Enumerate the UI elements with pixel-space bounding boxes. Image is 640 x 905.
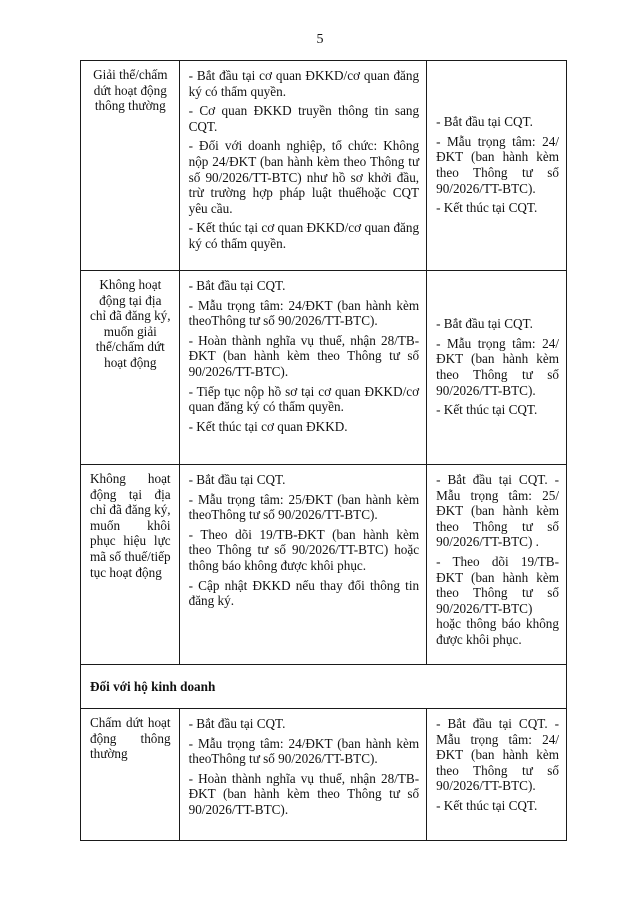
procedure-step: - Mẫu trọng tâm: 25/ĐKT (ban hành kèm theoThông tư số 90/2026/TT-BTC). — [188, 491, 420, 523]
case-cell — [81, 61, 180, 271]
case-label: Không hoạt động tại địa chỉ đã đăng ký, muốn giải thể/chấm dứt hoạt động — [90, 277, 171, 370]
section-heading: Đối với hộ kinh doanh — [90, 679, 216, 695]
procedure-step: - Bắt đầu tại CQT. — [188, 716, 286, 731]
table-row — [81, 709, 567, 841]
tax-procedure-cell — [427, 271, 567, 465]
tax-step: - Kết thúc tại CQT. — [436, 797, 538, 813]
procedure-step: - Mẫu trọng tâm: 24/ĐKT (ban hành kèm theoThông tư số 90/2026/TT-BTC). — [188, 297, 420, 329]
procedure-table — [80, 60, 567, 841]
procedure-step: - Bắt đầu tại cơ quan ĐKKD/cơ quan đăng ký có thẩm quyền. — [188, 68, 420, 99]
table-row — [81, 61, 567, 271]
tax-step: - Bắt đầu tại CQT. - Mẫu trọng tâm: 24/ĐKT (ban hành kèm theo Thông tư số 90/2026/TT-BTC). — [436, 716, 559, 794]
tax-step: - Kết thúc tại CQT. — [436, 402, 538, 418]
procedure-step: - Kết thúc tại cơ quan ĐKKD. — [188, 418, 348, 434]
tax-procedure-cell — [427, 61, 567, 271]
tax-step: - Bắt đầu tại CQT. — [436, 114, 533, 130]
procedure-step: - Cập nhật ĐKKD nếu thay đổi thông tin đăng ký. — [188, 577, 420, 609]
procedure-step: - Kết thúc tại cơ quan ĐKKD/cơ quan đăng ký có thẩm quyền. — [188, 220, 420, 251]
procedure-step: - Bắt đầu tại CQT. — [188, 278, 286, 293]
tax-step: - Bắt đầu tại CQT. - Mẫu trọng tâm: 25/ĐKT (ban hành kèm theo Thông tư số 90/2026/TT-BTC) . — [436, 472, 559, 550]
procedure-cell — [179, 709, 427, 841]
case-label: Không hoạt động tại địa chỉ đã đăng ký, muốn khôi phục hiệu lực mã số thuế/tiếp tục hoạt động — [90, 471, 171, 580]
page-number: 5 — [316, 32, 324, 47]
procedure-step: - Đối với doanh nghiệp, tổ chức: Không nộp 24/ĐKT (ban hành kèm theo Thông tư số 90/2026/TT-BTC) như hồ sơ khởi đầu, trừ trường hợp pháp luật thuếhoặc CQT yêu cầu. — [188, 138, 420, 216]
procedure-step: - Mẫu trọng tâm: 24/ĐKT (ban hành kèm theoThông tư số 90/2026/TT-BTC). — [188, 735, 420, 767]
table-row — [81, 465, 567, 665]
tax-step: - Kết thúc tại CQT. — [436, 200, 538, 216]
procedure-step: - Bắt đầu tại CQT. — [188, 472, 286, 487]
procedure-cell — [179, 465, 427, 665]
procedure-step: - Hoàn thành nghĩa vụ thuế, nhận 28/TB-ĐKT (ban hành kèm theo Thông tư số 90/2026/TT-BTC). — [188, 332, 420, 379]
case-label: Chấm dứt hoạt động thông thường — [90, 715, 171, 762]
tax-procedure-cell — [427, 465, 567, 665]
tax-procedure-cell — [427, 709, 567, 841]
section-heading-cell — [81, 665, 567, 709]
tax-step: - Bắt đầu tại CQT. — [436, 316, 533, 332]
table-row — [81, 271, 567, 465]
tax-step: - Mẫu trọng tâm: 24/ĐKT (ban hành kèm theo Thông tư số 90/2026/TT-BTC). — [436, 335, 559, 398]
case-cell — [81, 271, 180, 465]
procedure-step: - Hoàn thành nghĩa vụ thuế, nhận 28/TB-ĐKT (ban hành kèm theo Thông tư số 90/2026/TT-BTC). — [188, 770, 420, 817]
procedure-step: - Theo dõi 19/TB-ĐKT (ban hành kèm theo Thông tư số 90/2026/TT-BTC) hoặc thông báo không được khôi phục. — [188, 526, 420, 573]
case-cell — [81, 709, 180, 841]
procedure-step: - Tiếp tục nộp hồ sơ tại cơ quan ĐKKD/cơ quan đăng ký có thẩm quyền. — [188, 383, 420, 415]
section-row — [81, 665, 567, 709]
tax-step: - Mẫu trọng tâm: 24/ĐKT (ban hành kèm theo Thông tư số 90/2026/TT-BTC). — [436, 133, 559, 196]
procedure-cell — [179, 271, 427, 465]
tax-step: - Theo dõi 19/TB-ĐKT (ban hành kèm theo Thông tư số 90/2026/TT-BTC) hoặc thông báo không được khôi phục. — [436, 553, 559, 647]
procedure-cell — [179, 61, 427, 271]
case-cell — [81, 465, 180, 665]
procedure-step: - Cơ quan ĐKKD truyền thông tin sang CQT. — [188, 103, 420, 134]
case-label: Giải thể/chấm dứt hoạt động thông thường — [93, 67, 168, 114]
